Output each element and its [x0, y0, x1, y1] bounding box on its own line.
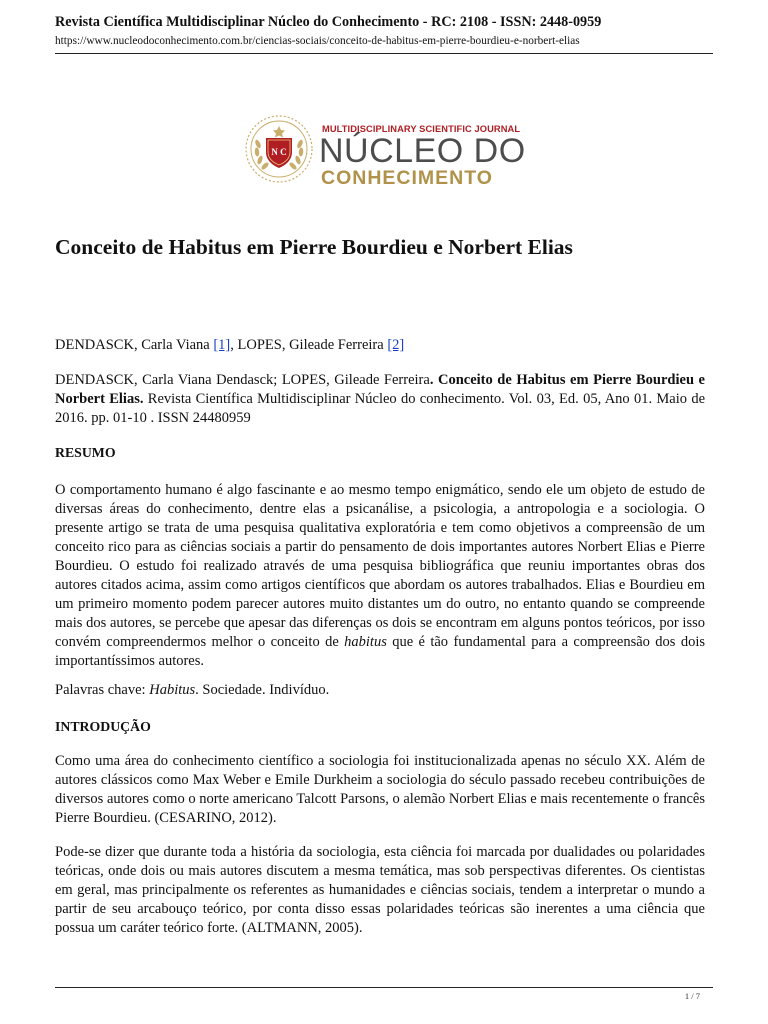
keywords-rest: . Sociedade. Indivíduo. — [195, 682, 330, 698]
logo-name-sub: CONHECIMENTO — [321, 167, 493, 189]
footnote-link-1[interactable]: [1] — [213, 337, 231, 353]
citation-details: Revista Científica Multidisciplinar Núcleo do conhecimento. Vol. 03, Ed. 05, Ano 01. Maio de 2016. pp. 01-10 . ISSN 24480959 — [55, 391, 705, 426]
logo-tagline: MULTIDISCIPLINARY SCIENTIFIC JOURNAL — [322, 124, 521, 134]
abstract-paragraph — [55, 481, 705, 671]
abstract-tail: que é tão fundamental para a compreensão dos dois importantíssimos autores. — [55, 634, 705, 669]
citation-paragraph — [55, 371, 705, 428]
article-url[interactable]: https://www.nucleodoconhecimento.com.br/ciencias-sociais/conceito-de-habitus-em-pierre-bourdieu-e-norbert-elias — [55, 35, 580, 47]
abstract-heading: RESUMO — [55, 445, 116, 460]
abstract-text: O comportamento humano é algo fascinante e ao mesmo tempo enigmático, sendo ele um objeto de estudo de diversas áreas do conhecimento, dentre elas a psicanálise, a psicologia, a antropologia e a sociologia. O presente artigo se trata de uma pesquisa qualitativa exploratória e tem como objetivos a compreensão de um conceito rico para as ciências sociais a partir do pensamento de dois importantes autores Norbert Elias e Pierre Bourdieu. O estudo foi realizado através de uma pesquisa bibliográfica que reuniu importantes obras dos autores citados acima, assim como artigos científicos que abordam os autores trabalhados. Elias e Bourdieu em um primeiro momento podem parecer autores muito distantes um do outro, no entanto quando se compreende mais dos autores, se percebe que apesar das diferenças os dois se encontram em alguns pontos teóricos, por isso convém compreendermos melhor o conceito de — [55, 482, 705, 650]
author-1: DENDASCK, Carla Viana — [55, 337, 210, 353]
intro-paragraph-2-text: Pode-se dizer que durante toda a história da sociologia, esta ciência foi marcada por dualidades ou polaridades teóricas, onde dois ou mais autores discutem a mesma temática, mas sob perspectivas diferentes. Os cientistas em geral, mas principalmente os referentes as humanidades e ciências sociais, tendem a interpretar o mundo a partir de seu arcabouço teórico, por conta disso essas polaridades teóricas são inerentes a uma ciência que possua um caráter teórico forte. (ALTMANN, 2005). — [55, 844, 705, 936]
header-divider — [55, 53, 713, 54]
seal-monogram: N C — [271, 147, 287, 157]
journal-header: Revista Científica Multidisciplinar Núcleo do Conhecimento - RC: 2108 - ISSN: 2448-0959 — [55, 14, 602, 30]
citation-authors: DENDASCK, Carla Viana Dendasck; LOPES, Gileade Ferreira — [55, 372, 430, 388]
intro-paragraph-2 — [55, 843, 705, 938]
citation-title: . Conceito de Habitus em Pierre Bourdieu e Norbert Elias. — [55, 372, 705, 407]
abstract-italic-term: habitus — [344, 634, 387, 650]
journal-logo — [244, 112, 544, 196]
author-separator: , — [230, 337, 238, 353]
intro-paragraph-1-text: Como uma área do conhecimento científico a sociologia foi institucionalizada apenas no século XX. Além de autores clássicos como Max Weber e Emile Durkheim a sociologia do século passado recebeu contribuições de diversos autores como o norte americano Talcott Parsons, o alemão Norbert Elias e mais recentemente o francês Pierre Bourdieu. (CESARINO, 2012). — [55, 753, 705, 826]
intro-heading: INTRODUÇÃO — [55, 719, 151, 734]
footer-divider — [55, 987, 713, 988]
laurel-seal-icon — [244, 114, 314, 184]
footnote-link-2[interactable]: [2] — [387, 337, 405, 353]
author-2: LOPES, Gileade Ferreira — [237, 337, 384, 353]
keywords-label: Palavras chave: — [55, 682, 150, 698]
keyword-habitus: Habitus — [149, 682, 196, 698]
page-number: 1 / 7 — [684, 991, 700, 1001]
author-line — [55, 337, 404, 354]
intro-paragraph-1 — [55, 752, 705, 828]
keywords-line — [55, 682, 329, 699]
logo-name: NÚCLEO DO — [319, 132, 526, 170]
article-title: Conceito de Habitus em Pierre Bourdieu e Norbert Elias — [55, 235, 573, 259]
